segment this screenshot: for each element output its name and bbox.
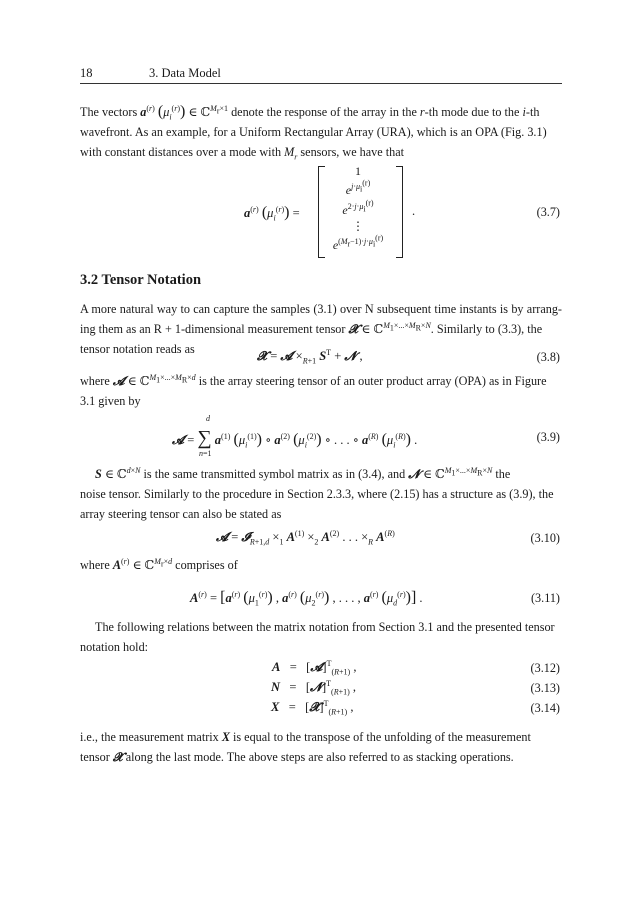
header-rule [80, 83, 562, 84]
equation-number-3-10: (3.10) [530, 531, 560, 545]
equation-number-3-7: (3.7) [536, 205, 560, 219]
equation-3-14: X = [𝓧]$^T_{(R+1)}$ , [271, 698, 354, 717]
paragraph-1 [80, 102, 562, 162]
equation-number-3-8: (3.8) [536, 350, 560, 364]
equation-3-8: 𝓧 = 𝓐 $\times_{R+1}$ $S^T$ + 𝓝 , [257, 347, 363, 366]
equation-3-12: A = [𝓐]$^T_{(R+1)}$ , [272, 658, 357, 677]
paragraph-6-line-2: notation hold: [80, 640, 149, 654]
equation-3-10: 𝓐 = 𝓘$_{R+1,d}$ $\times_1$ $A^{(1)} \times_2$ $A^{(2)}$ . . . $\times_R$ $A^{(R)}$ [216, 528, 395, 547]
paragraph-4-line-1: S ∈ ℂ$^{d\times N}$ is the same transmitted symbol matrix as in (3.4), and 𝓝 ∈ ℂ$^{M_1\times...\times M_R\times N}$ the [95, 465, 511, 481]
matrix-row-5: $e^{(M_r-1)\cdot j\cdot\mu_i^{(r)}}$ [332, 233, 384, 252]
paragraph-4-line-3: array steering tensor can also be stated as [80, 507, 282, 521]
matrix-row-1: 1 [355, 164, 361, 178]
chapter-title: 3. Data Model [149, 66, 221, 80]
equation-number-3-12: (3.12) [530, 661, 560, 675]
paragraph-3-line-1: where 𝓐 ∈ ℂ$^{M_1\times...\times M_R\times d}$ is the array steering tensor of an outer product array (OPA) as in Figure [80, 372, 547, 388]
equation-number-3-9: (3.9) [536, 430, 560, 444]
page-number: 18 [80, 66, 93, 80]
paragraph-1-line-1: The vectors $a^{(r)}$ $(\mu_i^{(r)})$ ∈ ℂ$^{M_r\times 1}$ denote the response of the array in the r-th mode due to the i-th [80, 103, 540, 122]
paragraph-4-line-2: noise tensor. Similarly to the procedure in Section 2.3.3, where (2.15) has a structure as (3.9), the [80, 487, 554, 501]
section-heading [80, 272, 201, 289]
paragraph-2-line-2: ing them as an R + 1-dimensional measurement tensor 𝓧 ∈ ℂ$^{M_1\times...\times M_R\times N}$. Similarly to (3.3), the [80, 320, 543, 336]
running-header [80, 66, 560, 84]
paragraph-2-line-3: tensor notation reads as [80, 342, 195, 356]
equation-number-3-11: (3.11) [531, 591, 560, 605]
matrix-row-2: $e^{j\cdot\mu_i^{(r)}}$ [345, 178, 371, 197]
equation-number-3-13: (3.13) [530, 681, 560, 695]
paragraph-5-line-1: where $A^{(r)}$ ∈ ℂ$^{M_r\times d}$ comprises of [80, 556, 238, 572]
paragraph-2-line-1: A more natural way to can capture the samples (3.1) over N subsequent time instants is by arrang- [80, 302, 562, 316]
paragraph-5 [80, 555, 562, 575]
matrix-row-3: $e^{2\cdot j\cdot\mu_i^{(r)}}$ [342, 198, 374, 217]
equation-3-7-period: . [412, 204, 416, 218]
paragraph-7 [80, 727, 562, 767]
equation-3-7-lhs: $a^{(r)}$ $(\mu_i^{(r)})$ = [244, 204, 300, 223]
paragraph-6-line-1: The following relations between the matrix notation from Section 3.1 and the presented tensor [95, 620, 555, 634]
equation-3-9: 𝓐 = ∑ $a^{(1)}$ $(\mu_i^{(1)})$ ∘ $a^{(2)}$ $(\mu_i^{(2)})$ ∘ . . . ∘ $a^{(R)}$ $(\mu_i^{(R)})$ . [172, 427, 418, 450]
paragraph-7-line-1: i.e., the measurement matrix X is equal to the transpose of the unfolding of the measurement [80, 730, 531, 744]
paragraph-3-line-2: 3.1 given by [80, 394, 141, 408]
paragraph-1-line-3: with constant distances over a mode with $M_r$ sensors, we have that [80, 145, 404, 162]
paragraph-1-line-2: wavefront. As an example, for a Uniform Rectangular Array (URA), which is an OPA (Fig. 3.1) [80, 125, 547, 139]
section-title: Tensor Notation [101, 272, 202, 288]
equation-3-11: $A^{(r)} = [a^{(r)}$ $(\mu_1^{(r)})$ , $a^{(r)}$ $(\mu_2^{(r)})$ , . . . , $a^{(r)}$ $(\mu_d^{(r)})$] . [190, 589, 423, 608]
paragraph-4 [80, 464, 562, 524]
section-number: 3.2 [80, 272, 99, 288]
equation-3-13: N = [𝓝]$^T_{(R+1)}$ , [271, 678, 357, 697]
paragraph-7-line-2: tensor 𝓧 along the last mode. The above steps are also referred to as stacking operations. [80, 750, 514, 764]
equation-number-3-14: (3.14) [530, 701, 560, 715]
paragraph-3 [80, 371, 562, 411]
matrix-row-4: ⋮ [352, 219, 364, 233]
page: 18 3. Data Model The vectors $a^{(r)}$ $(\mu_i^{(r)})$ ∈ ℂ$^{M_r\times 1}$ denote the response of the array in the r-th mode due to the i-th wavefront. As an example, for a Uniform Rectangular Array (URA), which is an OPA (Fig. 3.1) with constant distances over a mode with $M_r$ sensors, we have that $a^{(r)}$ $(\mu_i^{(r)})$ = 1 $e^{j\cdot\mu_i^{(r)}}$ $e^{2\cdot j\cdot\mu_i^{(r)}}$ ⋮ $e^{(M_r-1)\cdot j\cdot\mu_i^{(r)}}$ . (3.7) 3.2 Tensor Notation A more natural way to can capture the samples (3.1) over N subsequent time instants is by arrang- ing them as an R + 1-dimensional measurement tensor 𝓧 ∈ ℂ$^{M_1\times...\times M_R\times N}$. Similarly to (3.3), the tensor notation reads as 𝓧 = 𝓐 $\times_{R+1}$ $S^T$ + 𝓝 , (3.8) where 𝓐 ∈ ℂ$^{M_1\times...\times M_R\times d}$ is the array steering tensor of an outer product array (OPA) as in Figure 3.1 given by d 𝓐 = ∑ $a^{(1)}$ $(\mu_i^{(1)})$ ∘ $a^{(2)}$ $(\mu_i^{(2)})$ ∘ . . . ∘ $a^{(R)}$ $(\mu_i^{(R)})$ . n=1 (3.9) S ∈ ℂ$^{d\times N}$ is the same transmitted symbol matrix as in (3.4), and 𝓝 ∈ ℂ$^{M_1\times...\times M_R\times N}$ the noise tensor. Similarly to the procedure in Section 2.3.3, where (2.15) has a structure as (3.9), the array steering tensor can also be stated as 𝓐 = 𝓘$_{R+1,d}$ $\times_1$ $A^{(1)} \times_2$ $A^{(2)}$ . . . $\times_R$ $A^{(R)}$ (3.10) where $A^{(r)}$ ∈ ℂ$^{M_r\times d}$ comprises of $A^{(r)} = [a^{(r)}$ $(\mu_1^{(r)})$ , $a^{(r)}$ $(\mu_2^{(r)})$ , . . . , $a^{(r)}$ $(\mu_d^{(r)})$] . (3.11) The following relations between the matrix notation from Section 3.1 and the presented tensor notation hold: A = [𝓐]$^T_{(R+1)}$ , (3.12) N = [𝓝]$^T_{(R+1)}$ , (3.13) X = [𝓧]$^T_{(R+1)}$ , (3.14) i.e., the measurement matrix X is equal to the transpose of the unfolding of the measurement tensor 𝓧 along the last mode. The above steps are also referred to as stacking operations. [0, 0, 638, 903]
paragraph-6 [80, 617, 562, 657]
sum-lower-limit: n=1 [199, 449, 212, 458]
